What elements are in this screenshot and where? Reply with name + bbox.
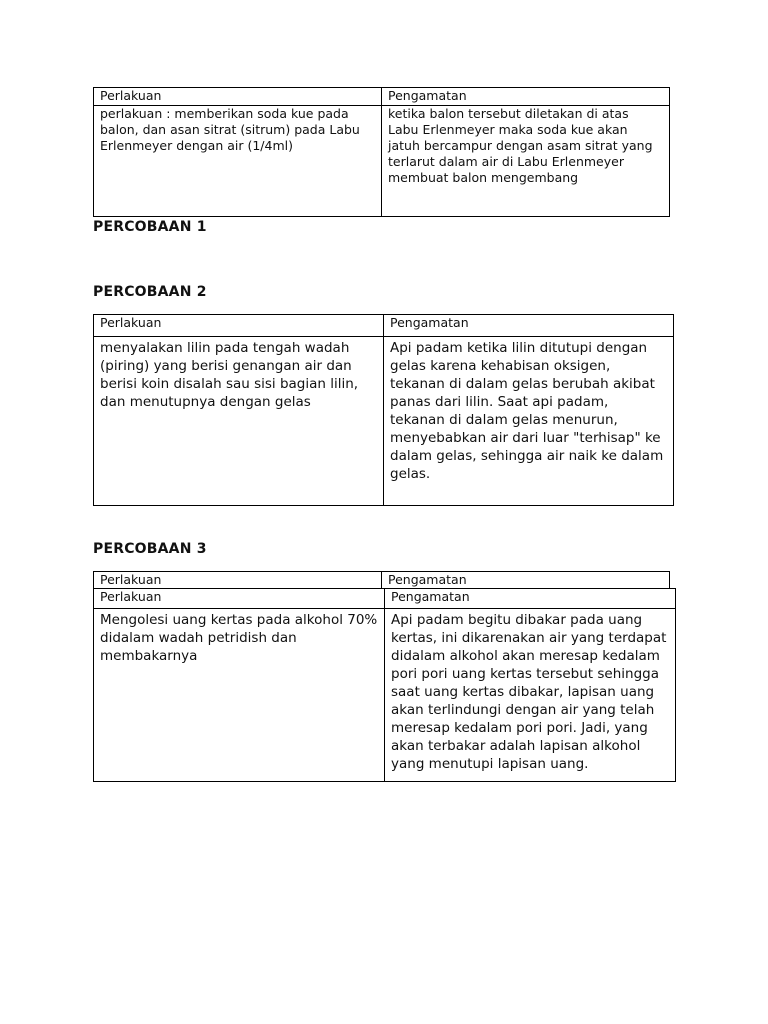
table-header-row: [94, 315, 674, 337]
cell-perlakuan: perlakuan : memberikan soda kue pada balon, dan asan sitrat (sitrum) pada Labu Erlenmeyer dengan air (1/4ml): [94, 106, 382, 217]
cell-pengamatan: ketika balon tersebut diletakan di atas Labu Erlenmeyer maka soda kue akan jatuh bercampur dengan asam sitrat yang terlarut dalam air di Labu Erlenmeyer membuat balon mengembang: [382, 106, 670, 217]
heading-percobaan-1: PERCOBAAN 1: [93, 219, 207, 235]
table-header-row: [94, 589, 676, 609]
cell-pengamatan: Api padam ketika lilin ditutupi dengan gelas karena kehabisan oksigen, tekanan di dalam gelas berubah akibat panas dari lilin. Saat api padam, tekanan di dalam gelas menurun, menyebabkan air dari luar "terhisap" ke dalam gelas, sehingga air naik ke dalam gelas.: [384, 337, 674, 506]
header-pengamatan: Pengamatan: [384, 315, 674, 337]
table-row: [94, 609, 676, 782]
header-pengamatan: Pengamatan: [385, 589, 676, 609]
table-percobaan-3: [93, 588, 676, 782]
cell-perlakuan: Mengolesi uang kertas pada alkohol 70% didalam wadah petridish dan membakarnya: [94, 609, 385, 782]
table-row: [94, 337, 674, 506]
cell-pengamatan: Api padam begitu dibakar pada uang kertas, ini dikarenakan air yang terdapat didalam alkohol akan meresap kedalam pori pori uang kertas tersebut sehingga saat uang kertas dibakar, lapisan uang akan terlindungi dengan air yang telah meresap kedalam pori pori. Jadi, yang akan terbakar adalah lapisan alkohol yang menutupi lapisan uang.: [385, 609, 676, 782]
header-perlakuan: Perlakuan: [94, 88, 382, 106]
table-header-row: [94, 572, 670, 589]
header-pengamatan: Pengamatan: [382, 572, 670, 589]
table-row: [94, 106, 670, 217]
header-perlakuan: Perlakuan: [94, 315, 384, 337]
header-perlakuan: Perlakuan: [94, 572, 382, 589]
header-pengamatan: Pengamatan: [382, 88, 670, 106]
heading-percobaan-3: PERCOBAAN 3: [93, 541, 207, 557]
table-percobaan-3-header: [93, 571, 670, 589]
heading-percobaan-2: PERCOBAAN 2: [93, 284, 207, 300]
table-header-row: [94, 88, 670, 106]
cell-perlakuan: menyalakan lilin pada tengah wadah (piring) yang berisi genangan air dan berisi koin disalah sau sisi bagian lilin, dan menutupnya dengan gelas: [94, 337, 384, 506]
header-perlakuan: Perlakuan: [94, 589, 385, 609]
table-percobaan-1: [93, 87, 670, 217]
table-percobaan-2: [93, 314, 674, 506]
